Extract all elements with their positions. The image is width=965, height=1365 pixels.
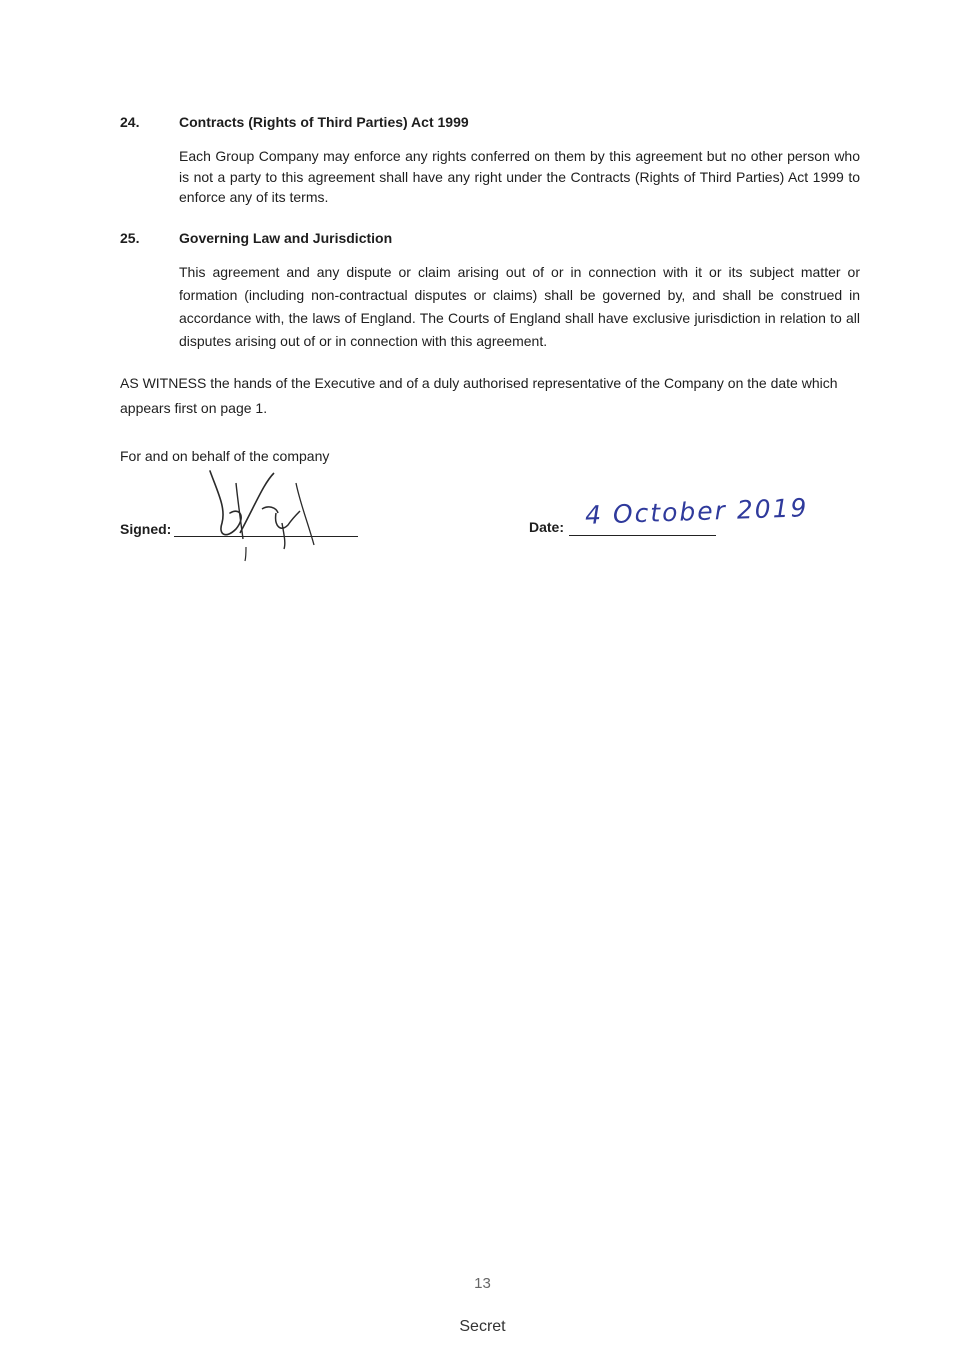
section-title: Contracts (Rights of Third Parties) Act 1999 <box>179 114 469 130</box>
footer-classification: Secret <box>459 1318 506 1335</box>
on-behalf-text: For and on behalf of the company <box>120 448 330 464</box>
date-line <box>569 535 716 536</box>
section-number: 24. <box>120 114 140 130</box>
date-label: Date: <box>529 519 565 535</box>
section-title: Governing Law and Jurisdiction <box>179 230 393 246</box>
signature-image <box>196 463 326 563</box>
section-24-text: Each Group Company may enforce any rights conferred on them by this agreement but no other person who is not a party to this agreement shall have any right under the Contracts (Rights of Third Parties) Act 1999 to enforce any of its terms. <box>179 148 860 205</box>
page-number: 13 <box>474 1275 491 1292</box>
section-number: 25. <box>120 230 140 246</box>
signed-label: Signed: <box>120 521 172 537</box>
section-25-text: This agreement and any dispute or claim arising out of or in connection with it or its subject matter or formation (including non-contractual disputes or claims) shall be governed by, and shall be construed in accordance with, the laws of England. The Courts of England shall have exclusive jurisdiction in relation to all disputes arising out of or in connection with this agreement. <box>179 264 860 349</box>
handwritten-date: 4 October 2019 <box>584 493 809 530</box>
witness-clause: AS WITNESS the hands of the Executive and of a duly authorised representative of the Company on the date which appears first on page 1. <box>120 375 838 416</box>
